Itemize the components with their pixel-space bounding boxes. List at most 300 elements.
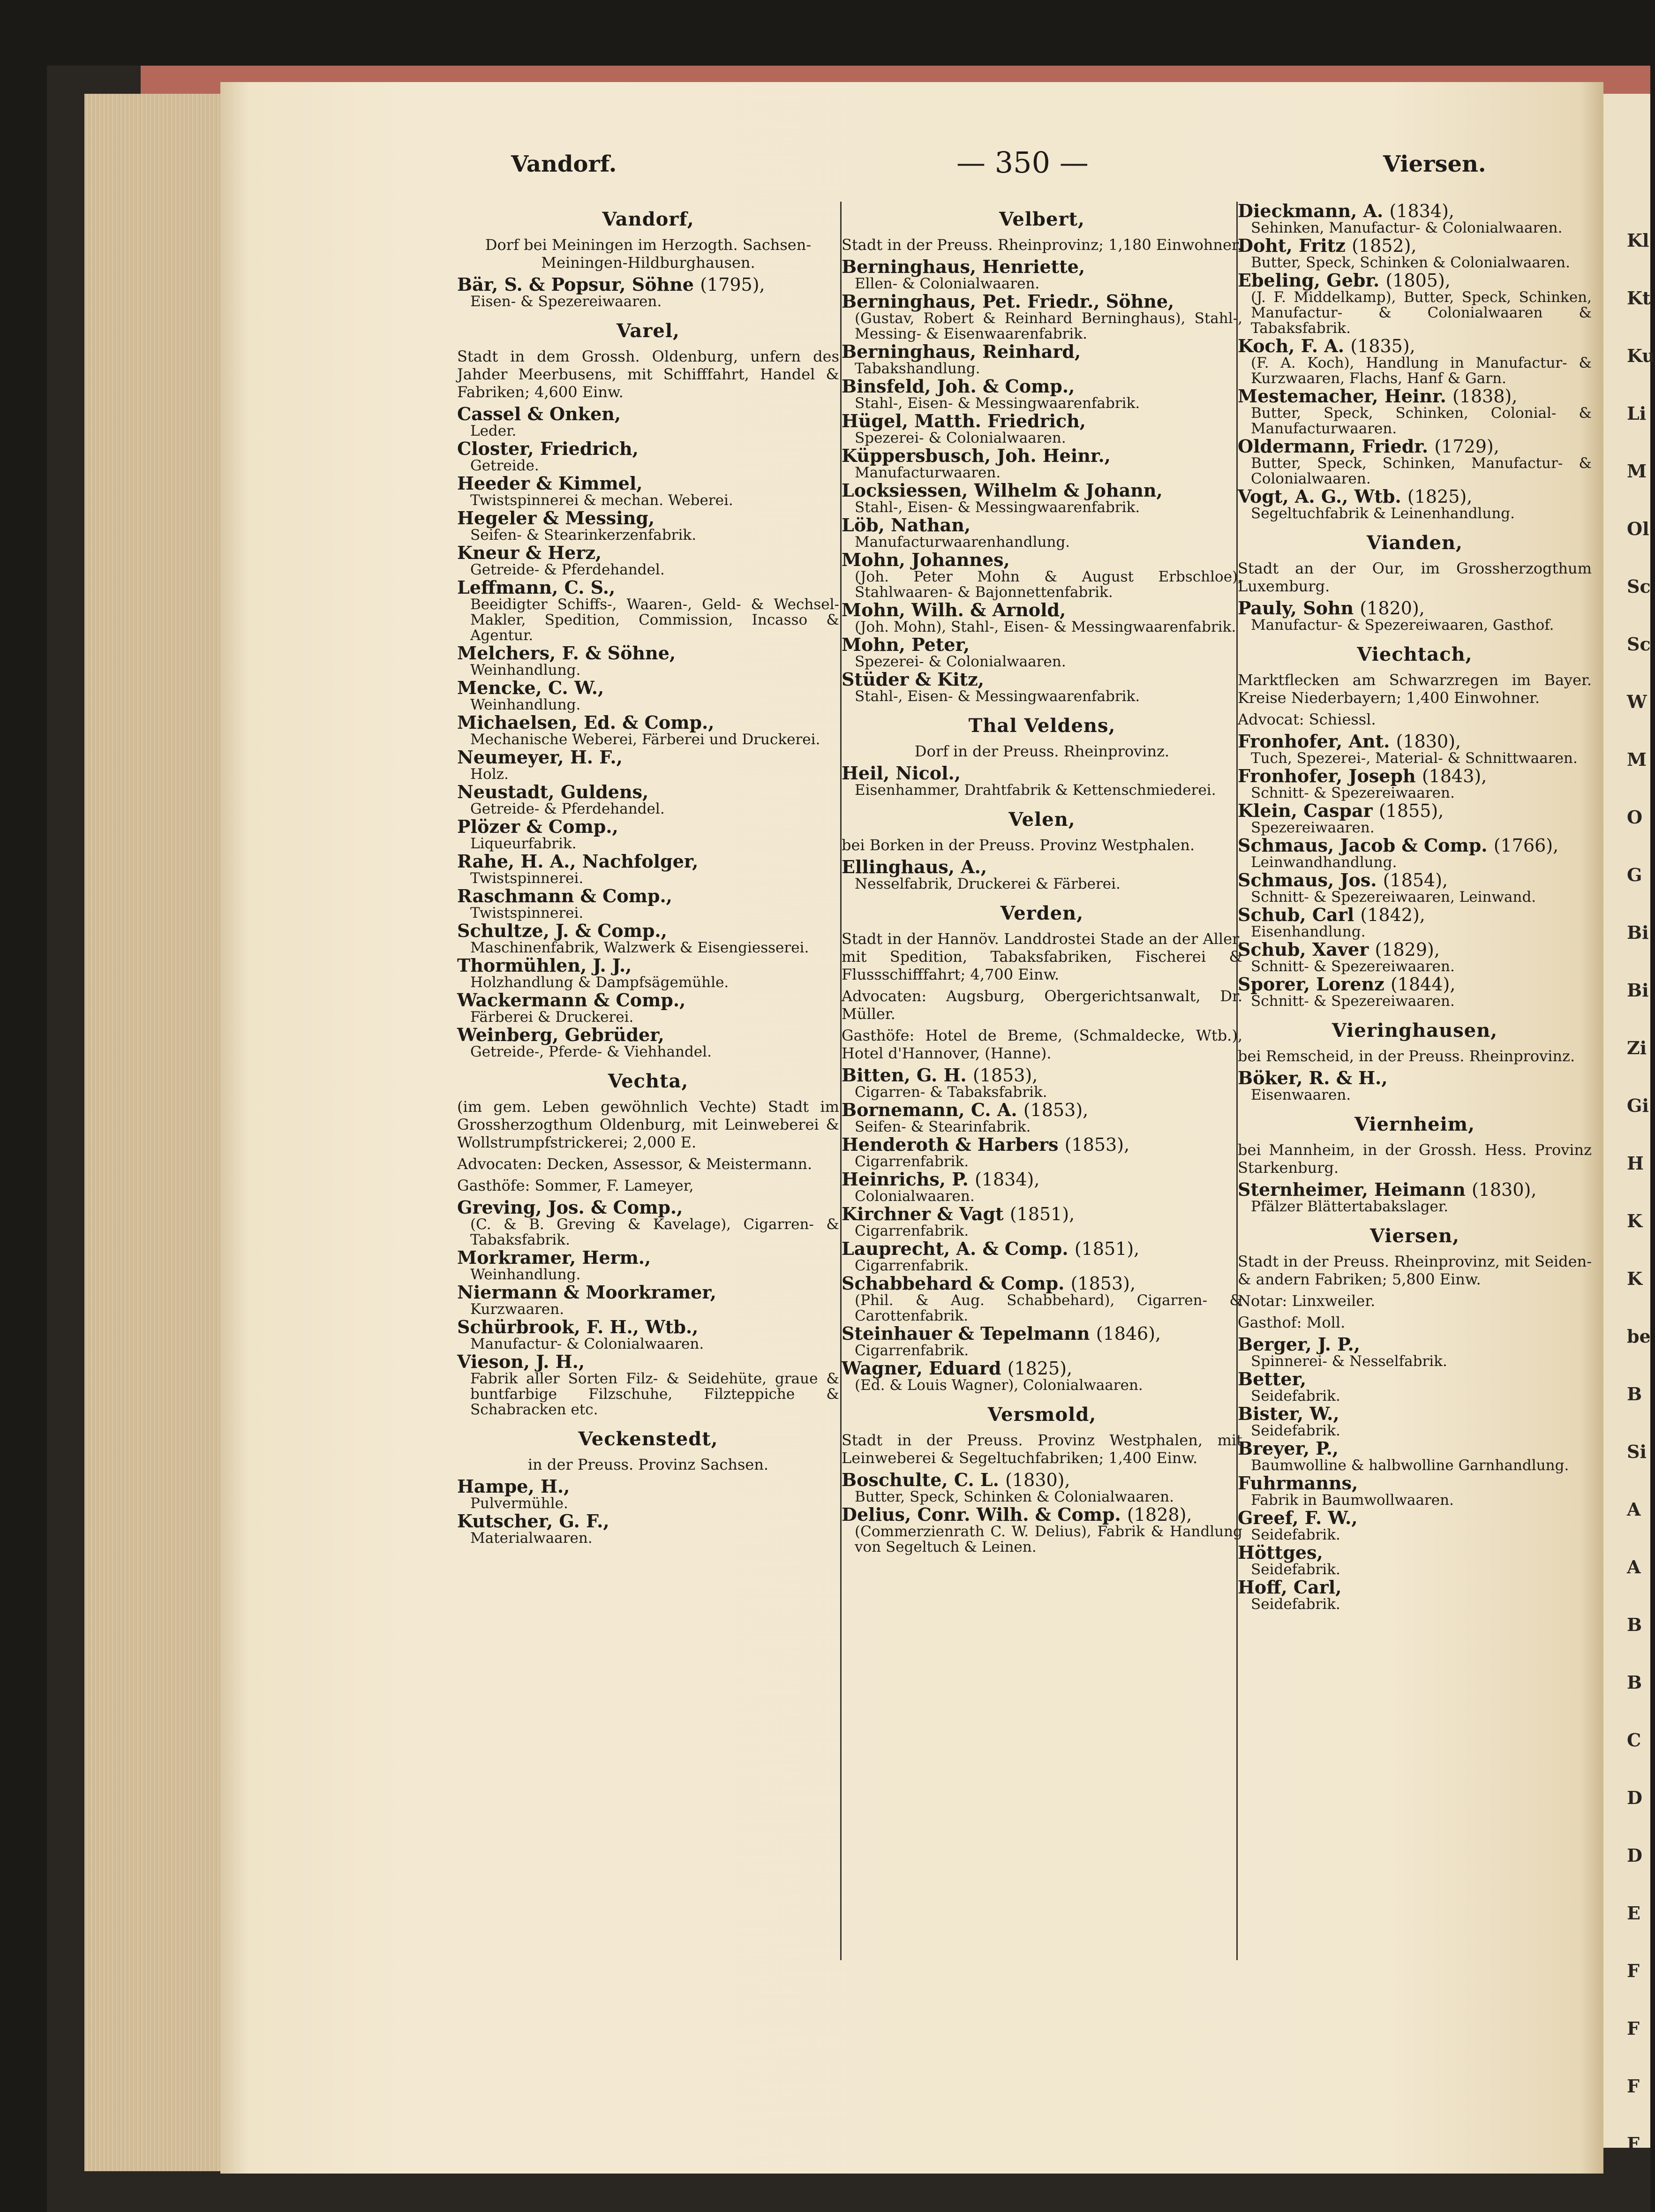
firm-name: Boschulte, C. L. [842, 1469, 999, 1490]
firm-name: Neumeyer, H. F., [457, 747, 623, 768]
directory-entry [842, 1205, 1242, 1239]
directory-entry [842, 635, 1242, 670]
firm-name-line [1238, 940, 1592, 959]
directory-entry [457, 1318, 839, 1352]
cutoff-letter: H [1627, 1153, 1644, 1174]
town-heading: Velen, [1008, 808, 1076, 830]
founding-year: (1846), [1096, 1323, 1161, 1344]
firm-business: Nesselfabrik, Druckerei & Färberei. [855, 876, 1121, 892]
directory-entry [842, 1359, 1242, 1393]
directory-entry [457, 405, 839, 439]
firm-name: Melchers, F. & Söhne, [457, 642, 676, 664]
directory-entry [1238, 975, 1592, 1009]
firm-business: Pfälzer Blättertabakslager. [1251, 1198, 1449, 1215]
firm-business: Butter, Speck, Schinken, Colonial- & Manufacturwaaren. [1251, 405, 1592, 437]
directory-entry [842, 1101, 1242, 1135]
firm-business: Weinhandlung. [470, 662, 581, 679]
firm-business: Twistspinnerei & mechan. Weberei. [470, 492, 733, 509]
directory-entry [457, 1477, 839, 1511]
directory-entry [842, 1135, 1242, 1170]
firm-name: Cassel & Onken, [457, 403, 621, 424]
firm-name-line [842, 481, 1242, 500]
cutoff-letter: Si [1627, 1441, 1647, 1462]
directory-entry [1238, 337, 1592, 386]
directory-entry [1238, 1474, 1592, 1508]
directory-entry [1238, 271, 1592, 336]
firm-name: Schultze, J. & Comp., [457, 920, 667, 941]
firm-name-line [1238, 732, 1592, 751]
firm-business: (Commerzienrath C. W. Delius), Fabrik & Handlung von Segeltuch & Leinen. [855, 1523, 1242, 1555]
firm-name: Michaelsen, Ed. & Comp., [457, 712, 715, 733]
directory-entry [1238, 1578, 1592, 1612]
directory-entry [457, 644, 839, 678]
firm-business: Spezereiwaaren. [1251, 819, 1375, 836]
firm-name-line [457, 439, 839, 458]
directory-entry [1238, 487, 1592, 521]
firm-business: Tuch, Spezerei-, Material- & Schnittwaaren. [1251, 750, 1578, 767]
firm-business: Seidefabrik. [1251, 1388, 1340, 1404]
cutoff-letter: F [1627, 2076, 1640, 2097]
town-description: Advocat: Schiessl. [1238, 710, 1376, 728]
town-heading: Varel, [617, 320, 680, 342]
firm-business: Leder. [470, 423, 517, 439]
firm-name: Hoff, Carl, [1238, 1577, 1342, 1598]
firm-name: Koch, F. A. [1238, 335, 1345, 356]
firm-business: Seidefabrik. [1251, 1422, 1340, 1439]
firm-name-line [842, 412, 1242, 430]
cutoff-letter: B [1627, 1672, 1642, 1693]
town-description: Stadt in dem Grossh. Oldenburg, unfern des Jahder Meerbusens, mit Schifffahrt, Handel & Fabriken; 4,600 Einw. [457, 347, 839, 401]
town-heading: Veckenstedt, [578, 1428, 718, 1450]
firm-name: Plözer & Comp., [457, 816, 618, 837]
firm-name: Schub, Carl [1238, 904, 1354, 925]
directory-entry [1238, 599, 1592, 633]
firm-name: Mencke, C. W., [457, 677, 604, 698]
firm-business: Eisen- & Spezereiwaaren. [470, 293, 662, 310]
directory-entry [457, 1026, 839, 1060]
firm-name: Steinhauer & Tepelmann [842, 1323, 1090, 1344]
firm-name-line [1238, 599, 1592, 618]
firm-name: Klein, Caspar [1238, 800, 1373, 821]
firm-business: Mechanische Weberei, Färberei und Druckerei. [470, 731, 820, 748]
directory-entry [1238, 1370, 1592, 1404]
town-description: Notar: Linxweiler. [1238, 1292, 1376, 1310]
directory-entry [1238, 1180, 1592, 1215]
directory-entry [842, 764, 1242, 798]
firm-name: Berninghaus, Reinhard, [842, 341, 1081, 362]
firm-name-line [1238, 767, 1592, 785]
directory-entry [842, 342, 1242, 377]
firm-name-line [1238, 387, 1592, 406]
firm-name-line [842, 670, 1242, 689]
founding-year: (1842), [1360, 905, 1425, 925]
firm-name: Schabbehard & Comp. [842, 1273, 1065, 1294]
firm-name-line [1238, 871, 1592, 890]
firm-name: Sternheimer, Heimann [1238, 1179, 1466, 1200]
column-2 [842, 202, 1242, 1555]
firm-business: Eisenhandlung. [1251, 923, 1366, 940]
firm-name: Fuhrmanns, [1238, 1472, 1358, 1494]
firm-name-line [842, 635, 1242, 654]
firm-business: Fabrik in Baumwollwaaren. [1251, 1492, 1454, 1509]
firm-name: Heinrichs, P. [842, 1169, 969, 1190]
directory-entry [457, 713, 839, 747]
directory-entry [1238, 906, 1592, 940]
firm-business: Cigarrenfabrik. [855, 1257, 969, 1274]
directory-entry [1238, 202, 1592, 236]
directory-entry [457, 1512, 839, 1546]
firm-name-line [842, 446, 1242, 465]
firm-business: Manufactur- & Colonialwaaren. [470, 1336, 704, 1352]
page-edges [84, 94, 225, 2171]
firm-name: Mohn, Johannes, [842, 549, 1010, 570]
firm-name: Lauprecht, A. & Comp. [842, 1238, 1068, 1259]
firm-name-line [457, 1026, 839, 1044]
firm-business: (Phil. & Aug. Schabbehard), Cigarren- & Carottenfabrik. [855, 1292, 1242, 1324]
firm-name-line [1238, 1439, 1592, 1458]
town-description: bei Remscheid, in der Preuss. Rheinprovinz. [1238, 1047, 1575, 1065]
firm-name-line [457, 1352, 839, 1371]
firm-name: Wagner, Eduard [842, 1358, 1001, 1379]
firm-name: Dieckmann, A. [1238, 200, 1384, 221]
firm-name-line [842, 1239, 1242, 1258]
firm-name-line [457, 956, 839, 975]
firm-business: Ellen- & Colonialwaaren. [855, 275, 1040, 292]
town-description: Marktflecken am Schwarzregen im Bayer. Kreise Niederbayern; 1,400 Einwohner. [1238, 671, 1592, 707]
firm-name: Oldermann, Friedr. [1238, 436, 1429, 457]
directory-entry [457, 1352, 839, 1418]
firm-name-line [1238, 1404, 1592, 1423]
firm-name: Better, [1238, 1368, 1307, 1389]
directory-entry [457, 439, 839, 474]
firm-name-line [842, 257, 1242, 276]
firm-name-line [457, 544, 839, 562]
founding-year: (1835), [1350, 336, 1415, 356]
cutoff-letter: E [1627, 1902, 1640, 1924]
firm-name-line [1238, 487, 1592, 506]
firm-business: Liqueurfabrik. [470, 835, 577, 852]
directory-entry [1238, 1069, 1592, 1103]
firm-name-line [457, 887, 839, 906]
founding-year: (1851), [1009, 1204, 1075, 1224]
firm-business: (Joh. Mohn), Stahl-, Eisen- & Messingwaarenfabrik. [855, 619, 1236, 635]
firm-name: Locksiessen, Wilhelm & Johann, [842, 480, 1163, 501]
town-description: Stadt an der Our, im Grossherzogthum Luxemburg. [1238, 559, 1592, 595]
firm-business: Spinnerei- & Nesselfabrik. [1251, 1353, 1447, 1370]
directory-entry [457, 887, 839, 921]
firm-name: Greef, F. W., [1238, 1507, 1358, 1528]
firm-name-line [1238, 801, 1592, 820]
cutoff-letter: Ku [1627, 345, 1655, 366]
firm-name-line [1238, 437, 1592, 456]
town-heading: Viernheim, [1354, 1113, 1475, 1135]
town-description: Gasthöfe: Hotel de Breme, (Schmaldecke, Wtb.), Hotel d'Hannover, (Hanne). [842, 1027, 1242, 1062]
town-description: Gasthof: Moll. [1238, 1314, 1346, 1331]
directory-entry [842, 601, 1242, 635]
directory-entry [457, 544, 839, 578]
town-description: Stadt in der Preuss. Provinz Westphalen, mit Leinweberei & Segeltuchfabriken; 1,400 Einw. [842, 1431, 1242, 1467]
founding-year: (1844), [1390, 974, 1456, 995]
firm-business: Materialwaaren. [470, 1530, 593, 1547]
firm-business: Stahl-, Eisen- & Messingwaarenfabrik. [855, 499, 1140, 516]
firm-business: Schnitt- & Spezereiwaaren. [1251, 958, 1455, 975]
directory-entry [1238, 1543, 1592, 1578]
firm-business: Cigarren- & Tabaksfabrik. [855, 1084, 1047, 1101]
firm-name: Hegeler & Messing, [457, 507, 655, 528]
directory-entry [457, 748, 839, 782]
directory-entry [1238, 387, 1592, 437]
firm-name: Kirchner & Vagt [842, 1203, 1004, 1224]
firm-name-line [457, 713, 839, 732]
directory-entry [457, 921, 839, 956]
firm-business: (Gustav, Robert & Reinhard Berninghaus), Stahl-, Messing- & Eisenwaarenfabrik. [855, 310, 1242, 342]
firm-name-line [457, 1512, 839, 1531]
firm-business: Stahl-, Eisen- & Messingwaarenfabrik. [855, 688, 1140, 705]
page-number: — 350 — [956, 145, 1089, 180]
firm-business: Butter, Speck, Schinken & Colonialwaaren. [855, 1488, 1174, 1505]
firm-business: Cigarrenfabrik. [855, 1153, 969, 1170]
firm-name: Ellinghaus, A., [842, 856, 987, 877]
firm-name-line [842, 516, 1242, 535]
firm-business: Weinhandlung. [470, 696, 581, 713]
founding-year: (1853), [1023, 1100, 1089, 1120]
directory-entry [842, 1170, 1242, 1204]
firm-name-line [842, 1359, 1242, 1378]
firm-name-line [842, 342, 1242, 361]
firm-name: Delius, Conr. Wilh. & Comp. [842, 1504, 1121, 1525]
cutoff-letter: B [1627, 1614, 1642, 1635]
firm-name: Schub, Xaver [1238, 939, 1369, 960]
cutoff-letter: F [1627, 2133, 1640, 2154]
firm-name-line [1238, 975, 1592, 994]
founding-year: (1855), [1378, 800, 1444, 821]
firm-name-line [842, 1471, 1242, 1489]
directory-entry [842, 551, 1242, 600]
firm-name-line [842, 764, 1242, 783]
firm-business: Seidefabrik. [1251, 1561, 1340, 1578]
firm-business: Fabrik aller Sorten Filz- & Seidehüte, graue & buntfarbige Filzschuhe, Filzteppiche & Schabracken etc. [470, 1370, 839, 1418]
firm-name-line [457, 783, 839, 801]
firm-business: Seidefabrik. [1251, 1596, 1340, 1613]
cutoff-letter: W [1627, 691, 1647, 712]
firm-name-line [457, 474, 839, 493]
firm-name: Leffmann, C. S., [457, 577, 616, 598]
town-heading: Versmold, [987, 1404, 1097, 1426]
town-heading: Verden, [1000, 902, 1084, 924]
cutoff-letter: Kl [1627, 230, 1649, 251]
firm-business: Baumwolline & halbwolline Garnhandlung. [1251, 1457, 1569, 1474]
firm-name: Rahe, H. A., Nachfolger, [457, 851, 699, 872]
firm-business: Butter, Speck, Schinken, Manufactur- & Colonialwaaren. [1251, 455, 1592, 487]
directory-entry [457, 679, 839, 713]
firm-business: Maschinenfabrik, Walzwerk & Eisengiesserei. [470, 939, 809, 956]
firm-business: Twistspinnerei. [470, 870, 584, 887]
directory-entry [1238, 836, 1592, 870]
firm-business: Segeltuchfabrik & Leinenhandlung. [1251, 505, 1515, 522]
founding-year: (1828), [1127, 1504, 1192, 1525]
firm-name-line [1238, 1069, 1592, 1087]
firm-business: Schnitt- & Spezereiwaaren. [1251, 993, 1455, 1010]
directory-entry [1238, 801, 1592, 836]
town-heading: Viersen, [1369, 1225, 1460, 1247]
town-heading: Vianden, [1367, 532, 1463, 554]
directory-entry [457, 275, 839, 310]
directory-entry [457, 509, 839, 543]
town-description: Advocaten: Augsburg, Obergerichtsanwalt, Dr. Müller. [842, 987, 1242, 1023]
firm-name-line [457, 991, 839, 1010]
firm-name-line [457, 1248, 839, 1267]
firm-business: (C. & B. Greving & Kavelage), Cigarren- & Tabaksfabrik. [470, 1216, 839, 1248]
firm-name-line [842, 1274, 1242, 1293]
firm-name: Bornemann, C. A. [842, 1099, 1017, 1120]
cutoff-letter: K [1627, 1210, 1643, 1231]
firm-business: Getreide-, Pferde- & Viehhandel. [470, 1043, 712, 1060]
directory-entry [457, 1283, 839, 1317]
town-description: (im gem. Leben gewöhnlich Vechte) Stadt im Grossherzogthum Oldenburg, mit Leinweberei & Wollstrumpfstrickerei; 2,000 E. [457, 1098, 839, 1151]
town-description: Stadt in der Hannöv. Landdrostei Stade an der Aller, mit Spedition, Tabaksfabriken, Fischerei & Flussschifffahrt; 4,700 Einw. [842, 930, 1242, 983]
directory-entry [457, 817, 839, 852]
directory-entry [842, 446, 1242, 481]
directory-entry [457, 1198, 839, 1248]
firm-name: Stüder & Kitz, [842, 669, 984, 690]
firm-name-line [457, 817, 839, 836]
founding-year: (1853), [1070, 1273, 1136, 1294]
directory-entry [842, 1471, 1242, 1505]
firm-business: Holz. [470, 766, 509, 783]
firm-business: Seifen- & Stearinkerzenfabrik. [470, 527, 697, 544]
directory-entry [457, 956, 839, 990]
founding-year: (1795), [700, 274, 765, 295]
firm-name: Hampe, H., [457, 1476, 570, 1497]
directory-entry [1238, 871, 1592, 905]
firm-name-line [457, 679, 839, 697]
firm-name-line [842, 601, 1242, 619]
cutoff-letter: Gi [1627, 1095, 1649, 1116]
directory-entry [457, 852, 839, 886]
firm-name: Böker, R. & H., [1238, 1067, 1388, 1088]
firm-name: Bitten, G. H. [842, 1064, 967, 1086]
town-description: bei Borken in der Preuss. Provinz Westphalen. [842, 836, 1195, 854]
founding-year: (1838), [1452, 386, 1518, 407]
firm-business: Spezerei- & Colonialwaaren. [855, 653, 1066, 670]
firm-business: Kurzwaaren. [470, 1301, 564, 1318]
cutoff-letter: Sc [1627, 634, 1651, 655]
firm-name-line [1238, 337, 1592, 355]
firm-name-line [457, 1198, 839, 1217]
firm-name-line [1238, 1543, 1592, 1562]
firm-name: Neustadt, Guldens, [457, 781, 649, 802]
firm-name: Hügel, Matth. Friedrich, [842, 410, 1086, 431]
firm-name: Mohn, Wilh. & Arnold, [842, 599, 1066, 620]
firm-name: Breyer, P., [1238, 1438, 1339, 1459]
cutoff-letter: D [1627, 1787, 1642, 1808]
cutoff-letter: C [1627, 1729, 1641, 1751]
firm-name-line [1238, 202, 1592, 220]
firm-name-line [842, 377, 1242, 396]
directory-entry [842, 1066, 1242, 1100]
directory-entry [1238, 1335, 1592, 1369]
firm-name-line [1238, 836, 1592, 855]
firm-name: Closter, Friedrich, [457, 438, 639, 459]
firm-name: Berninghaus, Pet. Friedr., Söhne, [842, 291, 1174, 312]
founding-year: (1830), [1005, 1470, 1070, 1490]
firm-name: Heil, Nicol., [842, 762, 961, 784]
directory-entry [842, 257, 1242, 292]
directory-entry [457, 1248, 839, 1283]
cutoff-letter: G [1627, 864, 1642, 885]
firm-name-line [457, 921, 839, 940]
firm-name-line [842, 1324, 1242, 1343]
firm-name-line [1238, 1509, 1592, 1527]
town-heading: Vechta, [608, 1070, 689, 1092]
founding-year: (1834), [1389, 201, 1454, 221]
firm-name-line [842, 1205, 1242, 1223]
firm-business: Manufactur- & Spezereiwaaren, Gasthof. [1251, 617, 1554, 634]
column-1 [457, 202, 839, 1547]
firm-name-line [842, 1170, 1242, 1189]
firm-business: Cigarrenfabrik. [855, 1342, 969, 1359]
directory-entry [1238, 437, 1592, 487]
directory-entry [842, 516, 1242, 550]
firm-name: Morkramer, Herm., [457, 1247, 651, 1268]
firm-business: Getreide- & Pferdehandel. [470, 561, 665, 578]
cutoff-letter: Kt [1627, 287, 1651, 309]
town-heading: Vieringhausen, [1332, 1019, 1498, 1042]
firm-name: Pauly, Sohn [1238, 597, 1354, 619]
firm-business: Tabakshandlung. [855, 360, 980, 377]
directory-entry [1238, 1404, 1592, 1439]
directory-entry [1238, 1509, 1592, 1543]
founding-year: (1853), [1064, 1134, 1130, 1155]
directory-entry [842, 1274, 1242, 1324]
running-head-left: Vandorf. [511, 151, 617, 177]
firm-business: Eisenhammer, Drahtfabrik & Kettenschmiederei. [855, 782, 1216, 799]
cutoff-letter: M [1627, 461, 1647, 482]
firm-name-line [1238, 236, 1592, 255]
firm-name-line [1238, 1370, 1592, 1389]
founding-year: (1854), [1383, 870, 1448, 891]
firm-name: Fronhofer, Joseph [1238, 765, 1416, 786]
firm-name: Vogt, A. G., Wtb. [1238, 486, 1401, 507]
directory-entry [1238, 732, 1592, 766]
firm-business: Sehinken, Manufactur- & Colonialwaaren. [1251, 219, 1563, 236]
firm-business: Schnitt- & Spezereiwaaren, Leinwand. [1251, 889, 1536, 906]
town-heading: Vandorf, [602, 208, 694, 230]
cutoff-letter: Bi [1627, 980, 1649, 1001]
town-description: Stadt in der Preuss. Rheinprovinz; 1,180 Einwohner. [842, 236, 1242, 254]
firm-name: Sporer, Lorenz [1238, 974, 1384, 995]
firm-name: Raschmann & Comp., [457, 885, 672, 906]
cutoff-letter: B [1627, 1383, 1642, 1404]
firm-business: Schnitt- & Spezereiwaaren. [1251, 785, 1455, 801]
cutoff-letter: Sc [1627, 576, 1651, 597]
founding-year: (1825), [1007, 1358, 1073, 1379]
town-description: bei Mannheim, in der Grossh. Hess. Provinz Starkenburg. [1238, 1141, 1592, 1177]
town-description: Dorf bei Meiningen im Herzogth. Sachsen-Meiningen-Hildburghausen. [485, 236, 812, 272]
town-description: Gasthöfe: Sommer, F. Lameyer, [457, 1177, 694, 1194]
firm-business: Twistspinnerei. [470, 905, 584, 921]
founding-year: (1820), [1360, 598, 1425, 619]
founding-year: (1853), [972, 1065, 1038, 1086]
firm-name-line [1238, 1474, 1592, 1493]
firm-business: Holzhandlung & Dampfsägemühle. [470, 974, 729, 991]
firm-name-line [842, 1135, 1242, 1154]
directory-entry [842, 1324, 1242, 1359]
firm-business: Seifen- & Stearinfabrik. [855, 1118, 1031, 1135]
firm-name: Fronhofer, Ant. [1238, 731, 1390, 752]
cutoff-letter: K [1627, 1268, 1643, 1289]
cutoff-letter: Li [1627, 403, 1647, 424]
